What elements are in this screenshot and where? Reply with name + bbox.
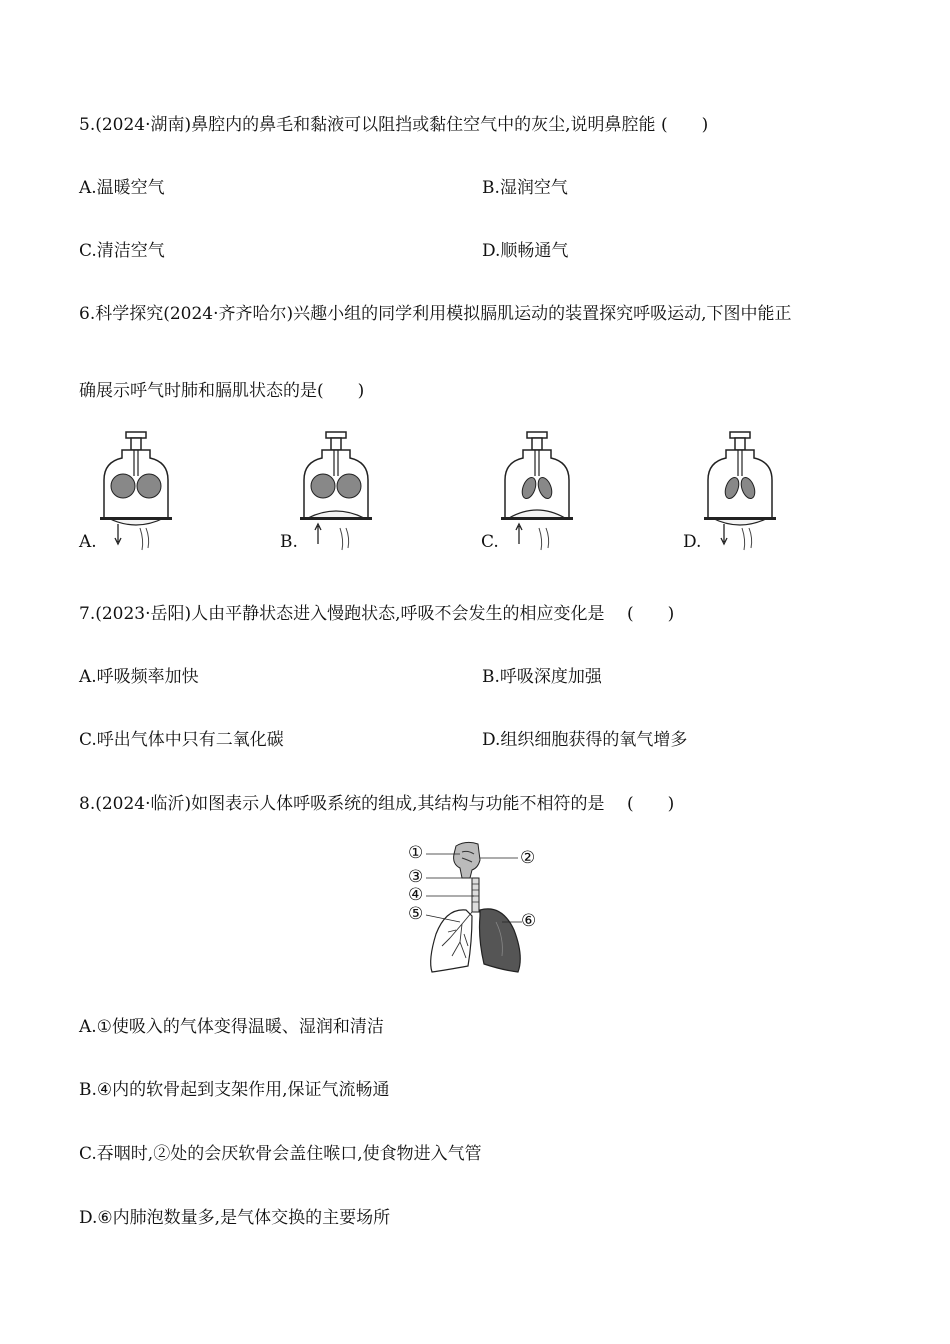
q7-option-c: C.呼出气体中只有二氧化碳 [79,730,284,750]
q5-option-b: B.湿润空气 [482,178,568,198]
q7-option-b: B.呼吸深度加强 [482,667,602,687]
diagram-label-5: ⑤ [408,904,424,924]
bell-jar-figure-d [702,428,782,553]
bell-jar-figure-a [98,428,178,553]
q7-stem: 7.(2023·岳阳)人由平静状态进入慢跑状态,呼吸不会发生的相应变化是 ( ) [79,604,675,624]
q5-option-c: C.清洁空气 [79,241,165,261]
q8-option-b: B.④内的软骨起到支架作用,保证气流畅通 [79,1080,390,1100]
q7-option-a: A.呼吸频率加快 [79,667,199,687]
diagram-label-6: ⑥ [521,911,537,931]
figure-label-b: B. [280,532,298,552]
q6-stem-line2: 确展示呼气时肺和膈肌状态的是( ) [79,381,365,401]
diagram-label-1: ① [408,843,424,863]
q8-option-c: C.吞咽时,②处的会厌软骨会盖住喉口,使食物进入气管 [79,1144,482,1164]
bell-jar-figure-b [298,428,378,553]
figure-label-d: D. [683,532,702,552]
q8-option-a: A.①使吸入的气体变得温暖、湿润和清洁 [79,1017,384,1037]
q7-option-d: D.组织细胞获得的氧气增多 [482,730,688,750]
q5-option-a: A.温暖空气 [79,178,165,198]
diagram-label-4: ④ [408,885,424,905]
q5-option-d: D.顺畅通气 [482,241,569,261]
figure-label-c: C. [481,532,499,552]
figure-label-a: A. [79,532,97,552]
q8-stem: 8.(2024·临沂)如图表示人体呼吸系统的组成,其结构与功能不相符的是 ( ) [79,794,675,814]
q6-stem-line1: 6.科学探究(2024·齐齐哈尔)兴趣小组的同学利用模拟膈肌运动的装置探究呼吸运动,下图中能正 [79,304,792,324]
diagram-label-2: ② [520,848,536,868]
q5-stem: 5.(2024·湖南)鼻腔内的鼻毛和黏液可以阻挡或黏住空气中的灰尘,说明鼻腔能 ( ) [79,115,709,135]
q8-option-d: D.⑥内肺泡数量多,是气体交换的主要场所 [79,1208,391,1228]
diagram-label-3: ③ [408,867,424,887]
bell-jar-figure-c [499,428,579,553]
